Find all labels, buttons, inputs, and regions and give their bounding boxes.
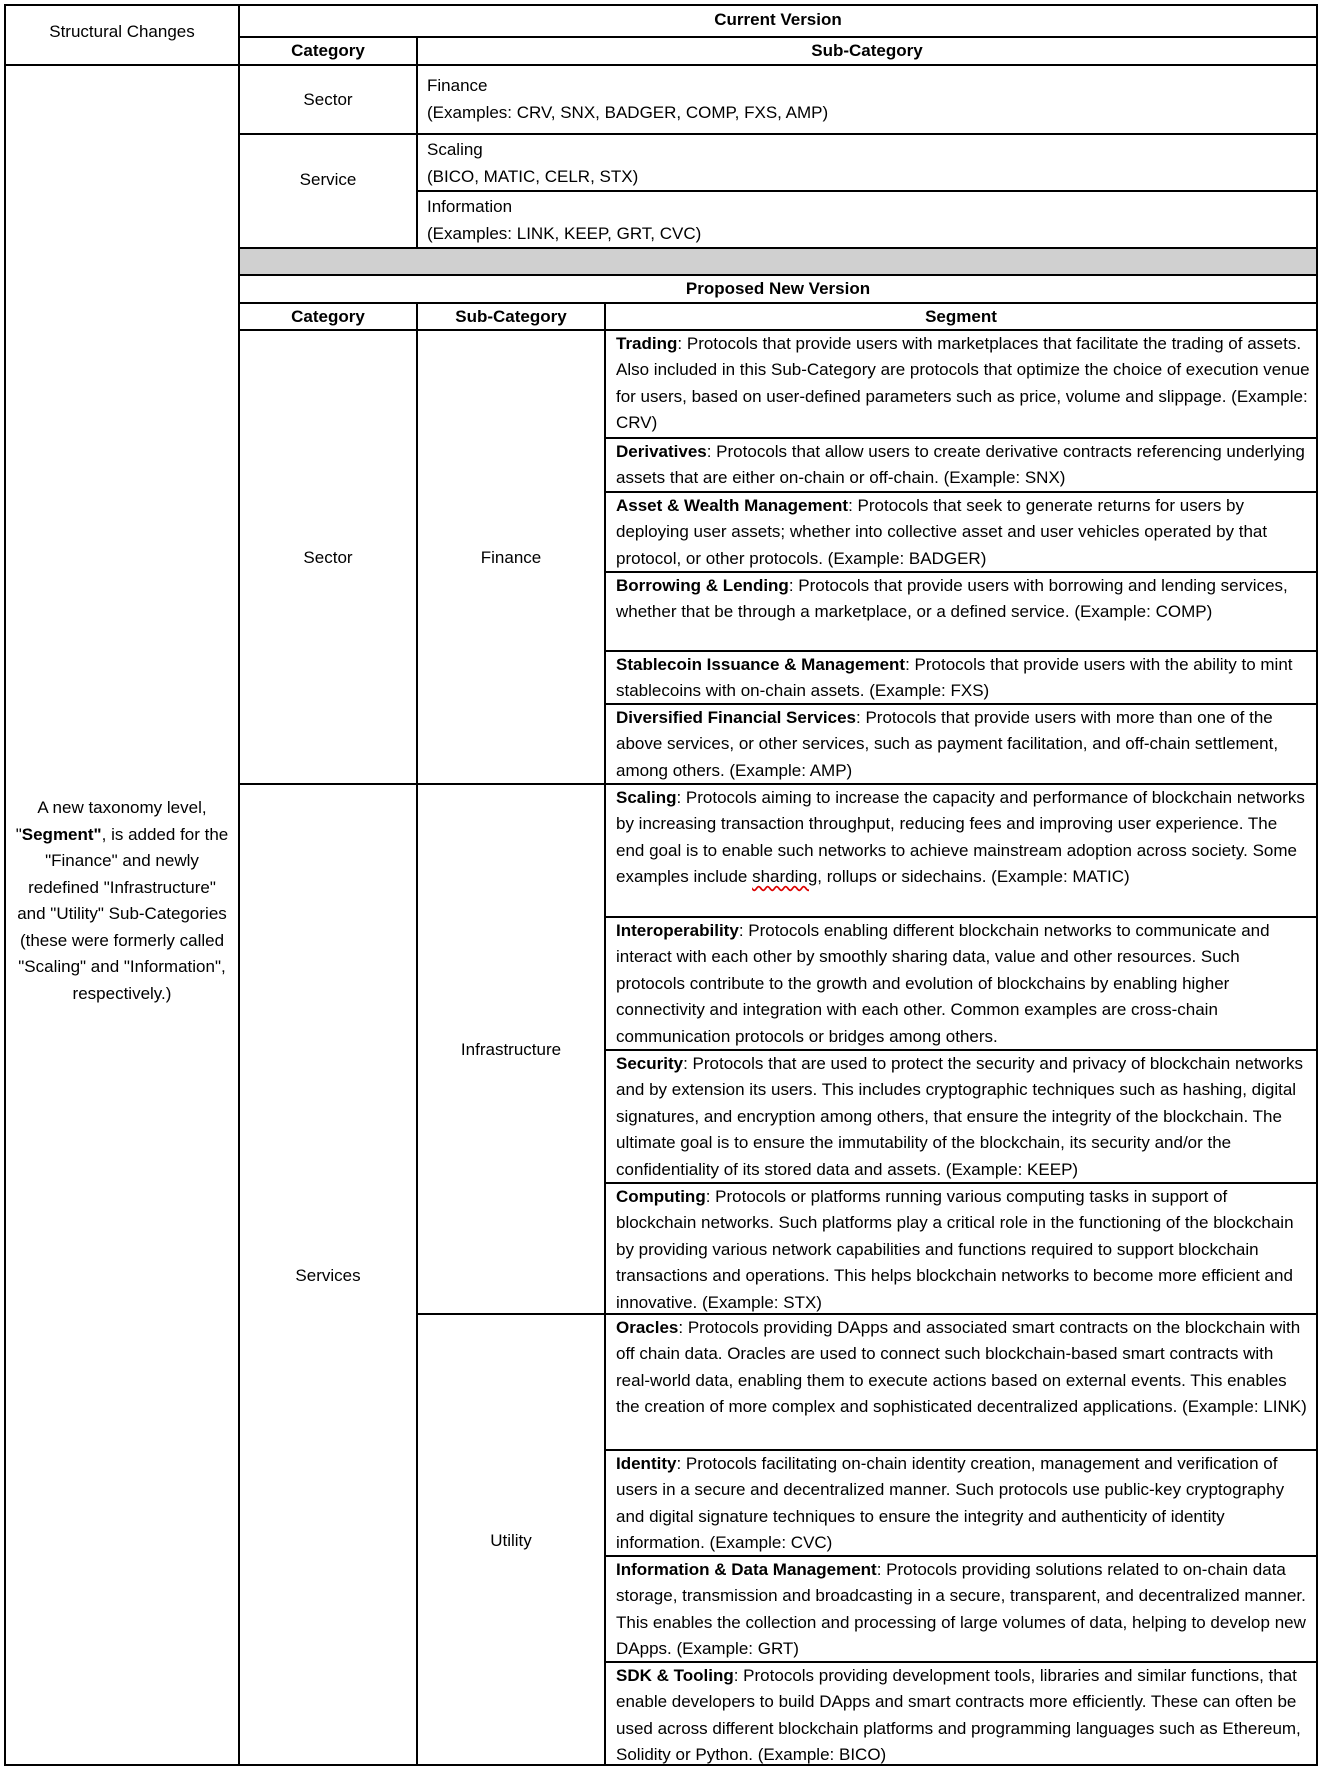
segment-information-data-management: Information & Data Management: Protocols providing solutions related to on-chain data storage, transmission and broadcasting in a secure, transparent, and decentralized manner. This enables the collection and processing of large volumes of data, helping to develop new DApps. (Example: GRT): [616, 1560, 1306, 1659]
current-col-subcategory: Sub-Category: [811, 41, 923, 60]
separator-band: [240, 249, 1316, 274]
segment-oracles: Oracles: Protocols providing DApps and associated smart contracts on the blockchain with off chain data. Oracles are used to connect such blockchain-based smart contracts with real-world data, enabling them to execute actions based on external events. This enables the creation of more complex and sophisticated decentralized applications. (Example: LINK): [616, 1318, 1307, 1417]
proposed-category-sector: Sector: [303, 548, 353, 567]
proposed-sub-finance: Finance: [480, 548, 542, 567]
structural-changes-header: Structural Changes: [49, 22, 195, 41]
segment-stablecoin-issuance: Stablecoin Issuance & Management: Protocols that provide users with the ability to mint stablecoins with on-chain assets. (Example: FXS): [616, 655, 1293, 701]
current-col-category: Category: [291, 41, 365, 60]
segment-identity: Identity: Protocols facilitating on-chain identity creation, management and verification of users in a secure and decentralized manner. Such protocols use public-key cryptography and digital signature techniques to ensure the integrity and authenticity of identity information. (Example: CVC): [616, 1454, 1285, 1553]
segment-diversified-financial-services: Diversified Financial Services: Protocols that provide users with more than one of the above services, or other services, such as payment facilitation, and off-chain settlement, among others. (Example: AMP): [616, 708, 1279, 780]
current-sub-finance: Finance (Examples: CRV, SNX, BADGER, COMP, FXS, AMP): [427, 76, 829, 122]
proposed-col-segment: Segment: [925, 307, 997, 326]
segment-asset-wealth-management: Asset & Wealth Management: Protocols that seek to generate returns for users by deploying user assets; whether into collective asset and user vehicles operated by that protocol, or other protocols. (Example: BADGER): [616, 496, 1268, 568]
segment-interoperability: Interoperability: Protocols enabling different blockchain networks to communicate and interact with each other by smoothly sharing data, value and other resources. Such protocols contribute to the growth and evolution of blockchains by enabling higher connectivity and integration with each other. Common examples are cross-chain communication protocols or bridges among others.: [616, 921, 1270, 1046]
proposed-col-subcategory: Sub-Category: [455, 307, 567, 326]
current-sub-information: Information (Examples: LINK, KEEP, GRT, CVC): [427, 197, 702, 243]
proposed-sub-infrastructure: Infrastructure: [460, 1040, 562, 1059]
segment-trading: Trading: Protocols that provide users with marketplaces that facilitate the trading of assets. Also included in this Sub-Category are protocols that optimize the choice of execution venue for users, based on user-defined parameters such as price, volume and slippage. (Example: CRV): [616, 334, 1310, 433]
spellcheck-underline: sharding: [752, 867, 818, 887]
proposed-category-services: Services: [295, 1266, 361, 1285]
row-line-header-end: [4, 64, 1318, 66]
segment-scaling: Scaling: Protocols aiming to increase the capacity and performance of blockchain networks by increasing transaction throughput, reducing fees and improving user experience. The end goal is to enable such networks to achieve mainstream adoption across society. Some examples include sharding, rollups or sidechains. (Example: MATIC): [616, 788, 1305, 887]
row-line: [238, 133, 1318, 135]
segment-derivatives: Derivatives: Protocols that allow users to create derivative contracts referencing underlying assets that are either on-chain or off-chain. (Example: SNX): [616, 442, 1305, 488]
proposed-version-title: Proposed New Version: [685, 279, 871, 298]
proposed-col-category: Category: [291, 307, 365, 326]
segment-borrowing-lending: Borrowing & Lending: Protocols that provide users with borrowing and lending services, whether that be through a marketplace, or a defined service. (Example: COMP): [616, 576, 1288, 622]
current-version-title: Current Version: [714, 10, 842, 29]
current-category-service: Service: [299, 170, 357, 189]
row-line: [416, 190, 1318, 192]
segment-security: Security: Protocols that are used to protect the security and privacy of blockchain networks and by extension its users. This includes cryptographic techniques such as hashing, digital signatures, and encryption among others, that ensure the integrity of the blockchain. The ultimate goal is to ensure the immutability of the blockchain, its security and/or the confidentiality of its stored data and assets. (Example: KEEP): [616, 1054, 1303, 1179]
border-left: [4, 4, 6, 1766]
structural-changes-note: A new taxonomy level, "Segment", is added for the "Finance" and newly redefined "Infrastructure" and "Utility" Sub-Categories (these were formerly called "Scaling" and "Information", respectively.): [15, 798, 229, 1003]
segment-sdk-tooling: SDK & Tooling: Protocols providing development tools, libraries and similar functions, that enable developers to build DApps and smart contracts more efficiently. These can often be used across different blockchain platforms and programming languages such as Ethereum, Solidity or Python. (Example: BICO): [616, 1666, 1301, 1765]
current-sub-scaling: Scaling (BICO, MATIC, CELR, STX): [427, 140, 639, 186]
current-category-sector: Sector: [303, 90, 353, 109]
proposed-sub-utility: Utility: [490, 1531, 532, 1550]
col-divider-cur-sub: [416, 36, 418, 248]
border-right: [1316, 4, 1318, 1766]
segment-computing: Computing: Protocols or platforms running various computing tasks in support of blockchain networks. Such platforms play a critical role in the functioning of the blockchain by providing various network capabilities and functions required to support blockchain transactions and operations. This helps blockchain networks to become more efficient and innovative. (Example: STX): [616, 1187, 1294, 1312]
